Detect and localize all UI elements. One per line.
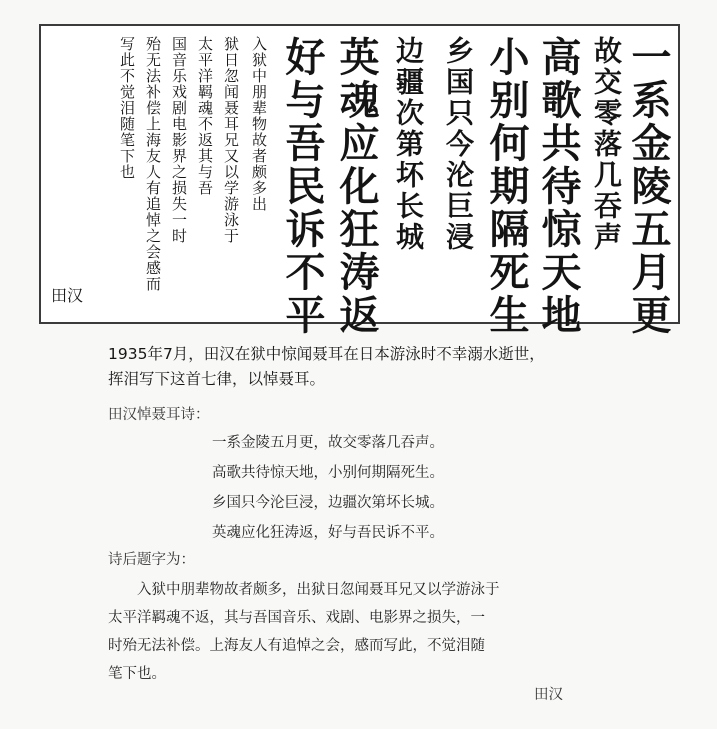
calligraphy-column: 乡国只今沦巨浸: [442, 36, 475, 253]
caption-line: 挥泪写下这首七律，以悼聂耳。: [108, 370, 326, 388]
photo-caption: [108, 342, 628, 392]
inscription-line: 笔下也。: [108, 666, 166, 682]
inscription-body: [108, 576, 618, 688]
calligraphy-inscription: 狱日忽闻聂耳兄又以学游泳于: [222, 36, 240, 244]
calligraphy-signature: 田汉: [51, 286, 84, 305]
poem-line: 英魂应化狂涛返，好与吾民诉不平。: [212, 525, 444, 541]
calligraphy-column: 高歌共待惊天地: [535, 36, 582, 337]
poem-heading: 田汉悼聂耳诗：: [108, 407, 210, 423]
poem-body: [212, 428, 444, 548]
inscription-line: 时殆无法补偿。上海友人有追悼之会，感而写此，不觉泪随: [108, 638, 485, 654]
calligraphy-column: 英魂应化狂涛返: [333, 36, 380, 337]
calligraphy-frame: [39, 24, 680, 337]
poem-line: 一系金陵五月更，故交零落几吞声。: [212, 435, 444, 451]
signature: 田汉: [534, 687, 563, 703]
calligraphy-inscription: 国音乐戏剧电影界之损失一时: [170, 36, 188, 244]
calligraphy-column: 好与吾民诉不平: [279, 36, 326, 337]
inscription-line: 太平洋羁魂不返，其与吾国音乐、戏剧、电影界之损失，一: [108, 610, 485, 626]
calligraphy-column: 边疆次第坏长城: [392, 36, 425, 253]
poem-line: 乡国只今沦巨浸，边疆次第坏长城。: [212, 495, 444, 511]
calligraphy-column: 小别何期隔死生: [483, 36, 530, 337]
calligraphy-inscription: 入狱中朋辈物故者颇多出: [250, 36, 268, 212]
caption-line: 1935年7月，田汉在狱中惊闻聂耳在日本游泳时不幸溺水逝世，: [108, 345, 545, 363]
calligraphy-column: 故交零落几吞声: [590, 36, 623, 253]
poem-line: 高歌共待惊天地，小别何期隔死生。: [212, 465, 444, 481]
inscription-heading: 诗后题字为：: [108, 552, 195, 568]
calligraphy-column: 一系金陵五月更: [625, 36, 672, 337]
calligraphy-inscription: 太平洋羁魂不返其与吾: [196, 36, 214, 196]
calligraphy-inscription: 写此不觉泪随笔下也: [118, 36, 136, 180]
inscription-line: 入狱中朋辈物故者颇多，出狱日忽闻聂耳兄又以学游泳于: [108, 582, 500, 598]
calligraphy-inscription: 殆无法补偿上海友人有追悼之会感而: [144, 36, 162, 292]
